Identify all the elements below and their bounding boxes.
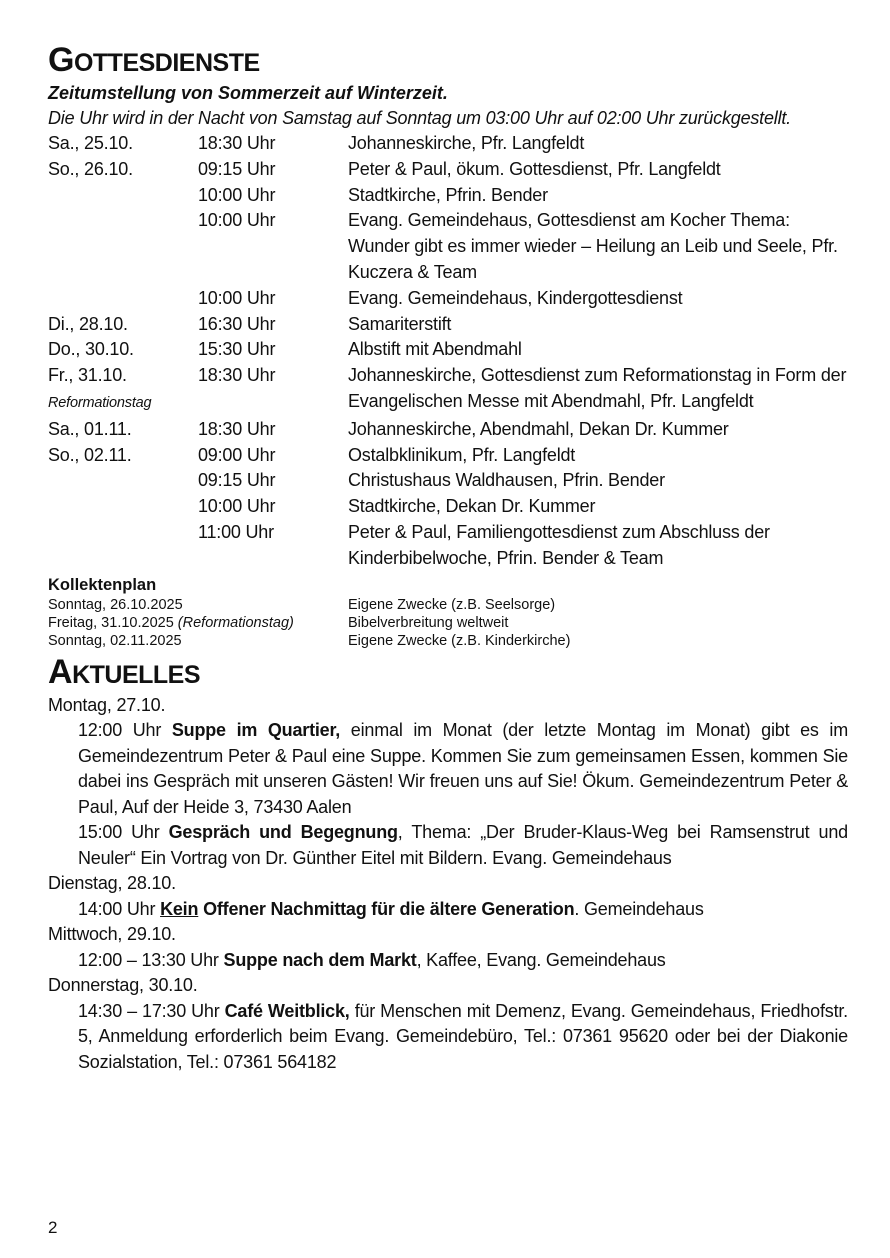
service-time: 18:30 Uhr: [198, 365, 276, 386]
service-time: 09:15 Uhr: [198, 470, 276, 491]
event-title: Suppe nach dem Markt: [223, 949, 417, 970]
service-date: [48, 183, 198, 209]
service-date: [48, 131, 198, 157]
kollekte-note: (Reformationstag): [177, 614, 294, 631]
day-heading: Dienstag, 28.10.: [48, 873, 176, 894]
service-description: Ostalbklinikum, Pfr. Langfeldt: [348, 444, 576, 465]
event-item: [78, 718, 848, 820]
service-description: Peter & Paul, Familiengottesdienst zum Abschluss der Kinderbibelwoche, Pfrin. Bender & Team: [348, 521, 770, 568]
day-heading: Montag, 27.10.: [48, 694, 166, 715]
event-text: , Kaffee, Evang. Gemeindehaus: [416, 949, 666, 970]
event-title: Offener Nachmittag für die ältere Generation: [198, 898, 575, 919]
service-row: [48, 494, 848, 520]
service-description: Christushaus Waldhausen, Pfrin. Bender: [348, 470, 665, 491]
service-date-text: So., 02.11.: [48, 444, 132, 465]
aktuelles-list: [48, 693, 848, 1076]
kollekte-date-text: Sonntag, 26.10.2025: [48, 596, 183, 613]
event-text: einmal im Monat (der letzte Montag im Monat) gibt es im Gemeindezentrum Peter & Paul eine Suppe. Kommen Sie zum gemeinsamen Essen, kommen Sie dabei ins Gespräch mit unseren Gästen! Wir freuen uns auf Sie! Ökum. Gemeindezentrum Peter & Paul, Auf der Heide 3, 73430 Aalen: [78, 720, 848, 817]
event-text: für Menschen mit Demenz, Evang. Gemeindehaus, Friedhofstr. 5, Anmeldung erforderlich beim Evang. Gemeindebüro, Tel.: 07361 95620 oder bei der Diakonie Sozialstation, Tel.: 07361 564182: [78, 1000, 848, 1072]
service-date: [48, 312, 198, 338]
service-date: [48, 337, 198, 363]
section-title-aktuelles: AKTUELLES: [48, 652, 201, 691]
service-description: Samariterstift: [348, 313, 452, 334]
kollekte-date-text: Freitag, 31.10.2025: [48, 614, 178, 631]
service-date-text: Do., 30.10.: [48, 339, 134, 360]
event-time: 14:00 Uhr: [78, 898, 161, 919]
service-time: 18:30 Uhr: [198, 133, 276, 153]
service-date: [48, 417, 198, 443]
day-heading: Donnerstag, 30.10.: [48, 975, 198, 996]
kollekte-row: [48, 614, 570, 632]
service-date: [48, 157, 198, 183]
event-text: , Thema: „Der Bruder-Klaus-Weg bei Ramsenstrut und Neuler“ Ein Vortrag von Dr. Günther Eitel mit Bildern. Evang. Gemeindehaus: [78, 822, 848, 868]
event-title: Café Weitblick,: [224, 1000, 350, 1021]
event-time: 15:00 Uhr: [78, 822, 169, 843]
service-date: [48, 443, 198, 469]
service-row: [48, 208, 848, 285]
service-row: [48, 312, 848, 338]
service-row: [48, 157, 848, 183]
service-time: 11:00 Uhr: [198, 521, 274, 542]
kollekte-date-text: Sonntag, 02.11.2025: [48, 632, 182, 649]
service-date-text: So., 26.10.: [48, 158, 133, 179]
service-time: 16:30 Uhr: [198, 313, 276, 334]
event-time: 12:00 Uhr: [78, 720, 172, 741]
kollekte-purpose: Eigene Zwecke (z.B. Kinderkirche): [348, 632, 571, 649]
service-row: [48, 417, 848, 443]
service-date: [48, 520, 198, 572]
service-time: 18:30 Uhr: [198, 418, 276, 439]
service-row: [48, 443, 848, 469]
service-description: Stadtkirche, Dekan Dr. Kummer: [348, 496, 596, 517]
event-item: [78, 897, 848, 923]
kollektenplan-title: Kollektenplan: [48, 575, 157, 594]
service-date: [48, 363, 198, 417]
event-title: Suppe im Quartier,: [171, 720, 341, 741]
page-number: 2: [48, 1218, 58, 1237]
service-time: 15:30 Uhr: [198, 339, 276, 360]
service-date: [48, 208, 198, 285]
service-row: [48, 520, 848, 572]
service-date-text: Sa., 25.10.: [48, 133, 133, 153]
service-row: [48, 468, 848, 494]
kollekte-row: [48, 596, 570, 614]
kollekte-date: [48, 596, 348, 614]
service-description: Evang. Gemeindehaus, Gottesdienst am Kocher Thema: Wunder gibt es immer wieder – Heilung an Leib und Seele, Pfr. Kuczera & Team: [348, 210, 838, 282]
service-time: 10:00 Uhr: [198, 287, 276, 308]
service-row: [48, 337, 848, 363]
service-date: [48, 286, 198, 312]
event-time: 14:30 – 17:30 Uhr: [78, 1000, 225, 1021]
event-item: [78, 948, 848, 974]
page: [48, 42, 848, 1075]
kollekte-date: [48, 614, 348, 632]
service-row: [48, 286, 848, 312]
service-date: [48, 468, 198, 494]
service-time: 10:00 Uhr: [198, 496, 276, 517]
service-date: [48, 494, 198, 520]
event-item: [78, 820, 848, 871]
section-title-gottesdienste: GOTTESDIENSTE: [48, 41, 260, 79]
services-table: [48, 131, 848, 572]
event-title: Gespräch und Begegnung: [168, 822, 398, 843]
service-date-note: Reformationstag: [48, 394, 152, 411]
service-description: Evang. Gemeindehaus, Kindergottesdienst: [348, 287, 683, 308]
kollekte-row: [48, 632, 570, 650]
service-description: Albstift mit Abendmahl: [348, 339, 522, 360]
kollekte-purpose: Bibelverbreitung weltweit: [348, 614, 509, 631]
service-time: 09:15 Uhr: [198, 158, 276, 179]
kollektenplan-table: [48, 596, 570, 650]
service-time: 10:00 Uhr: [198, 210, 276, 231]
event-title-emphasis: Kein: [160, 898, 199, 919]
service-row: [48, 183, 848, 209]
event-text: . Gemeindehaus: [574, 898, 704, 919]
service-date-text: Fr., 31.10.: [48, 365, 127, 386]
event-time: 12:00 – 13:30 Uhr: [78, 949, 224, 970]
time-change-text: Die Uhr wird in der Nacht von Samstag auf Sonntag um 03:00 Uhr auf 02:00 Uhr zurückgestellt.: [48, 108, 791, 128]
day-heading: Mittwoch, 29.10.: [48, 924, 176, 945]
service-date-text: Di., 28.10.: [48, 313, 128, 334]
time-change-heading: Zeitumstellung von Sommerzeit auf Winterzeit.: [48, 83, 448, 103]
service-row: [48, 131, 848, 157]
service-description: Johanneskirche, Pfr. Langfeldt: [348, 133, 585, 153]
service-time: 10:00 Uhr: [198, 184, 276, 205]
kollekte-purpose: Eigene Zwecke (z.B. Seelsorge): [348, 596, 556, 613]
service-time: 09:00 Uhr: [198, 444, 276, 465]
service-description: Stadtkirche, Pfrin. Bender: [348, 184, 548, 205]
service-description: Johanneskirche, Gottesdienst zum Reformationstag in Form der Evangelischen Messe mit Abendmahl, Pfr. Langfeldt: [348, 365, 847, 411]
service-row: [48, 363, 848, 417]
service-description: Peter & Paul, ökum. Gottesdienst, Pfr. Langfeldt: [348, 158, 721, 179]
event-item: [78, 999, 848, 1076]
service-description: Johanneskirche, Abendmahl, Dekan Dr. Kummer: [348, 418, 729, 439]
service-date-text: Sa., 01.11.: [48, 418, 132, 439]
kollekte-date: [48, 632, 348, 650]
